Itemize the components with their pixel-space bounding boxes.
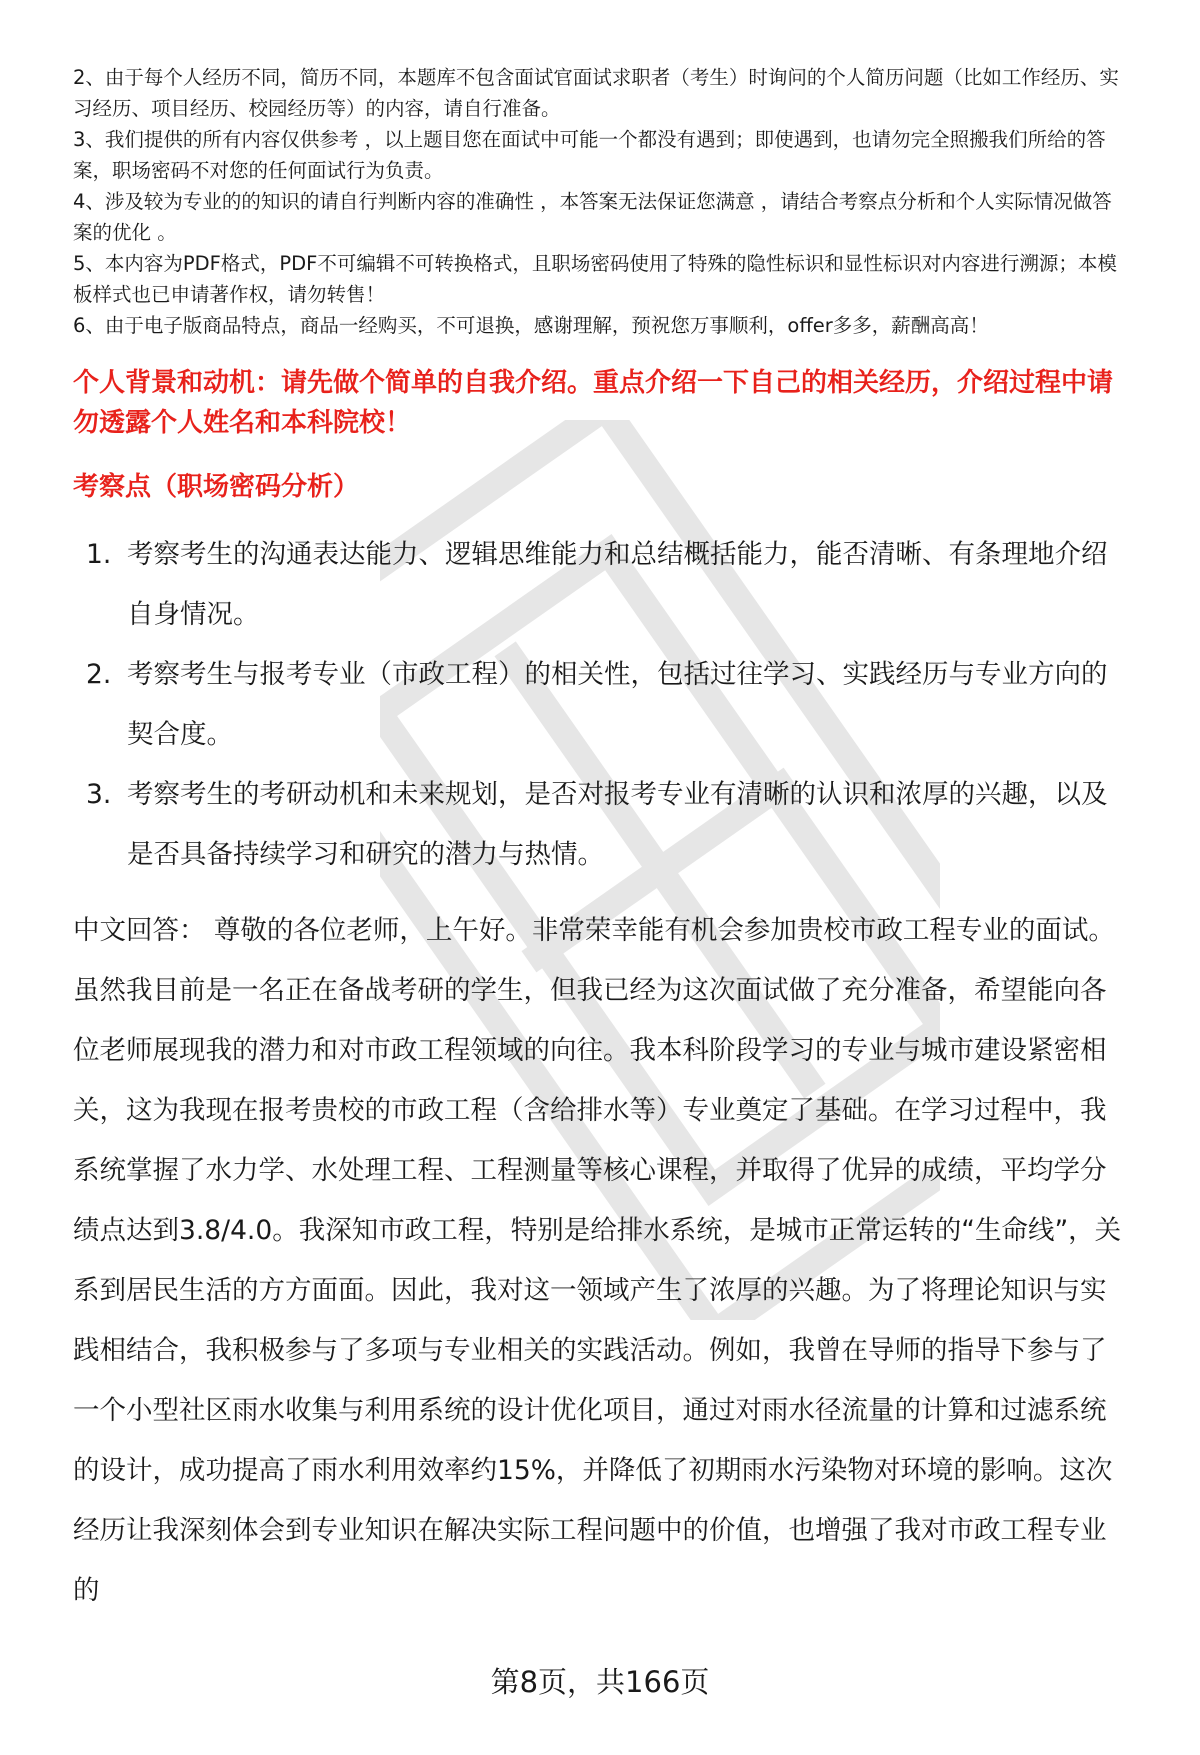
question-heading: 个人背景和动机：请先做个简单的自我介绍。重点介绍一下自己的相关经历，介绍过程中请勿透露个人姓名和本科院校！	[73, 368, 1114, 438]
note-item: 4、涉及较为专业的的知识的请自行判断内容的准确性 ，本答案无法保证您满意 ，请结合考察点分析和个人实际情况做答案的优化 。	[73, 190, 1112, 244]
analysis-list	[73, 525, 1128, 885]
list-item-text: 考察考生的考研动机和未来规划，是否对报考专业有清晰的认识和浓厚的兴趣，以及是否具备持续学习和研究的潜力与热情。	[127, 779, 1108, 870]
note-item: 5、本内容为PDF格式，PDF不可编辑不可转换格式，且职场密码使用了特殊的隐性标识和显性标识对内容进行溯源；本模板样式也已申请著作权，请勿转售！	[73, 252, 1117, 306]
list-item-number: 2.	[86, 659, 112, 690]
note-item: 6、由于电子版商品特点，商品一经购买，不可退换，感谢理解，预祝您万事顺利，offer多多，薪酬高高！	[73, 314, 989, 337]
list-item-text: 考察考生与报考专业（市政工程）的相关性，包括过往学习、实践经历与专业方向的契合度。	[127, 659, 1108, 750]
list-item-number: 1.	[86, 539, 112, 570]
notes-section	[73, 62, 1128, 341]
list-item-text: 考察考生的沟通表达能力、逻辑思维能力和总结概括能力，能否清晰、有条理地介绍自身情况。	[127, 539, 1108, 630]
note-item: 2、由于每个人经历不同，简历不同，本题库不包含面试官面试求职者（考生）时询问的个人简历问题（比如工作经历、实习经历、项目经历、校园经历等）的内容，请自行准备。	[73, 66, 1119, 120]
list-item	[73, 525, 1128, 645]
list-item	[73, 765, 1128, 885]
note-item: 3、我们提供的所有内容仅供参考 ，以上题目您在面试中可能一个都没有遇到；即使遇到，也请勿完全照搬我们所给的答案，职场密码不对您的任何面试行为负责。	[73, 128, 1106, 182]
list-item	[73, 645, 1128, 765]
list-item-number: 3.	[86, 779, 112, 810]
page-number-footer: 第8页，共166页	[490, 1665, 710, 1699]
answer-paragraph: 中文回答： 尊敬的各位老师，上午好。非常荣幸能有机会参加贵校市政工程专业的面试。虽然我目前是一名正在备战考研的学生，但我已经为这次面试做了充分准备，希望能向各位老师展现我的潜力和对市政工程领域的向往。我本科阶段学习的专业与城市建设紧密相关，这为我现在报考贵校的市政工程（含给排水等）专业奠定了基础。在学习过程中，我系统掌握了水力学、水处理工程、工程测量等核心课程，并取得了优异的成绩，平均学分绩点达到3.8/4.0。我深知市政工程，特别是给排水系统，是城市正常运转的“生命线”，关系到居民生活的方方面面。因此，我对这一领域产生了浓厚的兴趣。为了将理论知识与实践相结合，我积极参与了多项与专业相关的实践活动。例如，我曾在导师的指导下参与了一个小型社区雨水收集与利用系统的设计优化项目，通过对雨水径流量的计算和过滤系统的设计，成功提高了雨水利用效率约15%，并降低了初期雨水污染物对环境的影响。这次经历让我深刻体会到专业知识在解决实际工程问题中的价值，也增强了我对市政工程专业的	[73, 915, 1122, 1606]
analysis-heading: 考察点（职场密码分析）	[73, 472, 360, 502]
